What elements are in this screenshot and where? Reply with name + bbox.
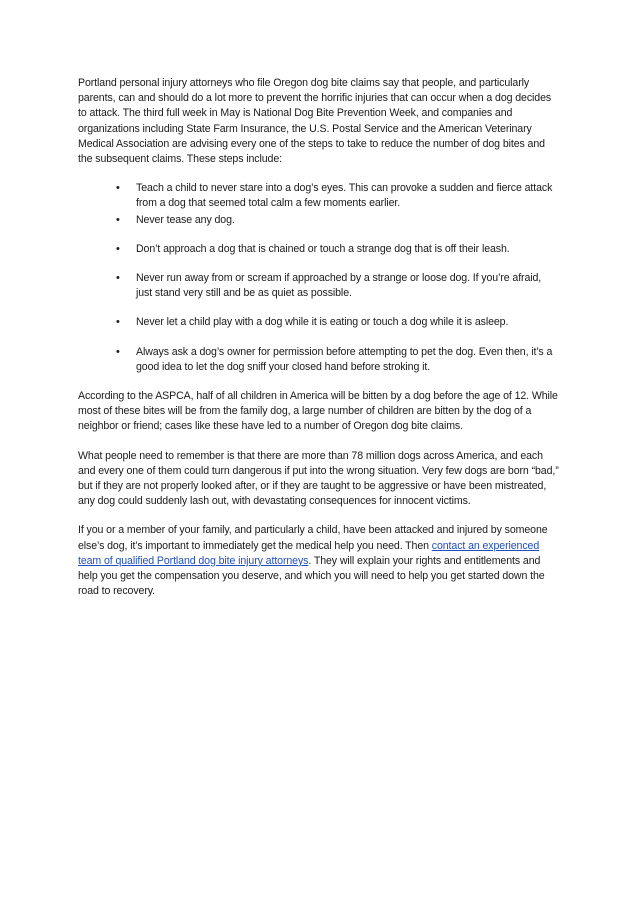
list-item-text: Never let a child play with a dog while it is eating or touch a dog while it is asleep. [136, 316, 509, 329]
dog-danger-paragraph: What people need to remember is that there are more than 78 million dogs across America, and each and every one of them could turn dangerous if put into the wrong situation. Very few dogs are born “bad,” but if they are not properly looked after, or if they are taught to be aggressive or have been mistreated, any dog could suddenly lash out, with devastating consequences for innocent victims. [78, 449, 559, 508]
list-item-text: Always ask a dog’s owner for permission before attempting to pet the dog. Even then, it’s a good idea to let the dog sniff your closed hand before stroking it. [136, 345, 553, 373]
list-item [78, 213, 560, 228]
prevention-steps-list [78, 181, 560, 375]
contact-attorneys-link[interactable]: contact an experienced team of qualified Portland dog bite injury attorneys [78, 539, 540, 567]
closing-text-before-link: If you or a member of your family, and particularly a child, have been attacked and injured by someone else’s dog, it’s important to immediately get the medical help you need. Then [78, 524, 548, 552]
list-item [78, 345, 560, 375]
aspca-paragraph: According to the ASPCA, half of all children in America will be bitten by a dog before the age of 12. While most of these bites will be from the family dog, a large number of children are bitten by the dog of a neighbor or friend; cases like these have led to a number of Oregon dog bite claims. [78, 390, 558, 433]
list-item-text: Never run away from or scream if approached by a strange or loose dog. If you’re afraid, just stand very still and be as quiet as possible. [136, 272, 542, 300]
closing-paragraph [78, 523, 560, 599]
list-item [78, 242, 560, 257]
bullet-icon: • [116, 213, 120, 226]
list-item [78, 181, 560, 211]
list-item-text: Don’t approach a dog that is chained or touch a strange dog that is off their leash. [136, 242, 510, 255]
list-item-text: Teach a child to never stare into a dog’s eyes. This can provoke a sudden and fierce attack from a dog that seemed total calm a few moments earlier. [136, 182, 553, 210]
list-item [78, 271, 560, 301]
bullet-icon: • [116, 316, 120, 329]
bullet-icon: • [116, 272, 120, 285]
closing-text-after-link: . They will explain your rights and entitlements and help you get the compensation you deserve, and which you will need to help you get started down the road to recovery. [78, 554, 545, 598]
bullet-icon: • [116, 345, 120, 358]
list-item-text: Never tease any dog. [136, 213, 235, 226]
intro-paragraph: Portland personal injury attorneys who file Oregon dog bite claims say that people, and particularly parents, can and should do a lot more to prevent the horrific injuries that can occur when a dog decides to attack. The third full week in May is National Dog Bite Prevention Week, and companies and organizations including State Farm Insurance, the U.S. Postal Service and the American Veterinary Medical Association are advising every one of the steps to take to reduce the number of dog bites and the subsequent claims. These steps include: [78, 77, 552, 166]
bullet-icon: • [116, 182, 120, 195]
list-item [78, 315, 560, 330]
document-body [78, 76, 560, 613]
bullet-icon: • [116, 242, 120, 255]
